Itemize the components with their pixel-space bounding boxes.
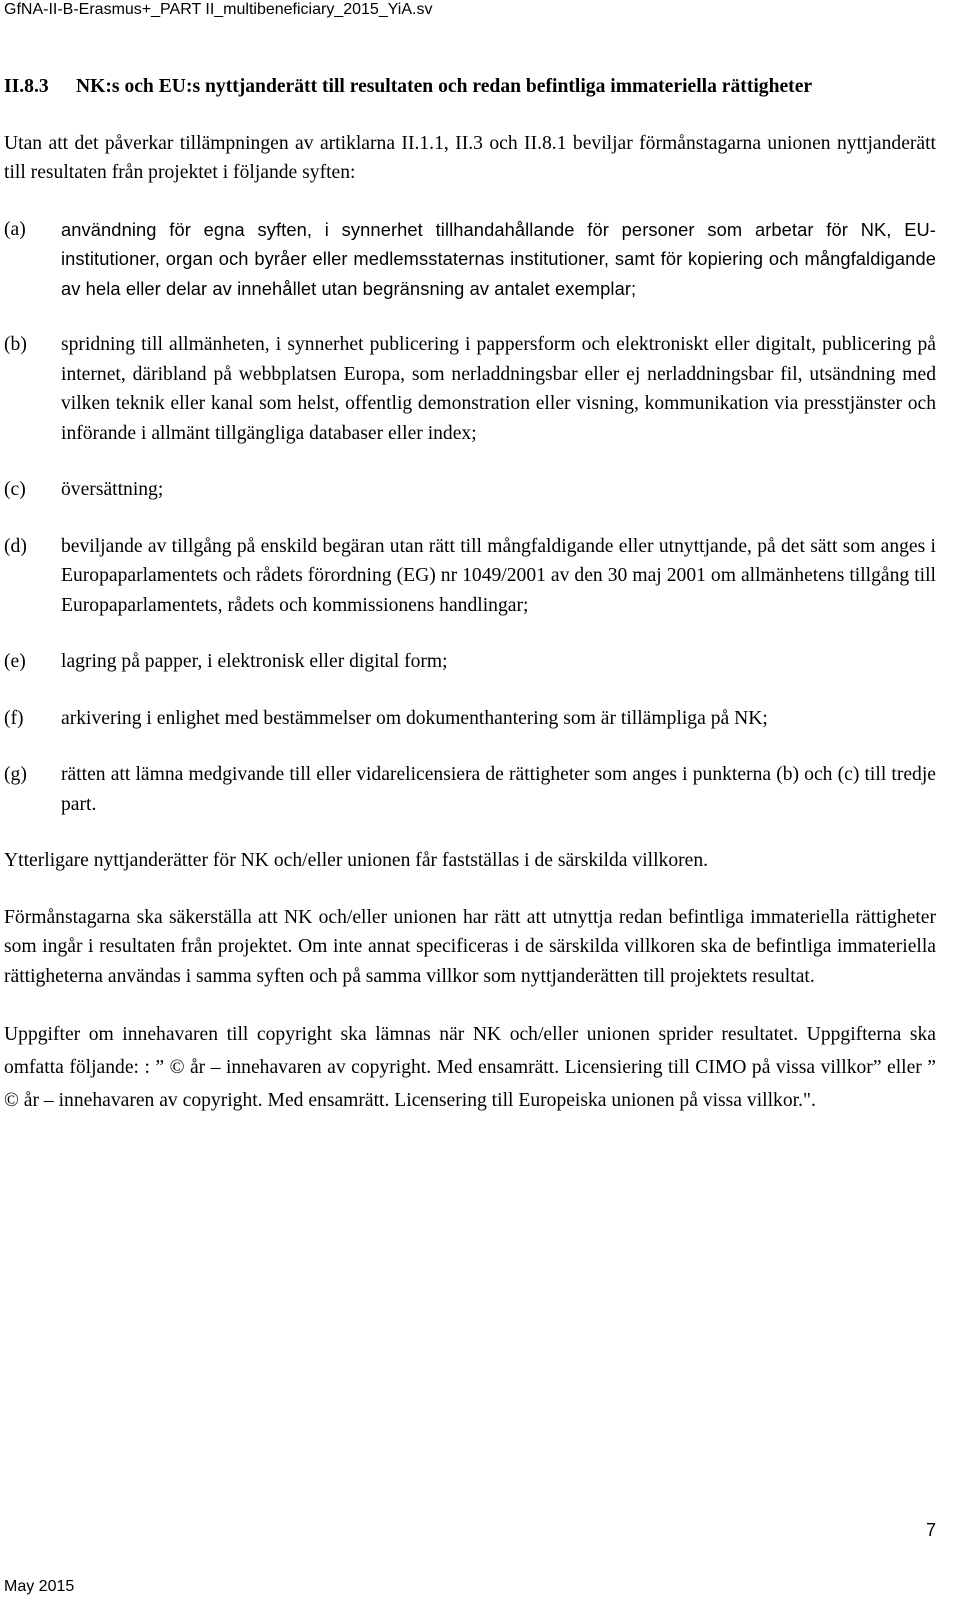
copyright-notice-paragraph: Uppgifter om innehavaren till copyright ska lämnas när NK och/eller unionen sprider resultatet. Uppgifterna ska omfatta följande: : ” © år – innehavaren av copyright. Med ensamrätt. Licensiering till CIMO på vissa villkor” eller ” © år – innehavaren av copyright. Med ensamrätt. Licensering till Europeiska unionen på vissa villkor.". — [4, 1024, 936, 1111]
list-item-label: (b) — [4, 334, 27, 355]
list-item-label: (f) — [4, 707, 24, 729]
list-item — [4, 475, 936, 505]
list-item — [4, 647, 936, 677]
list-item-label: (e) — [4, 651, 26, 672]
list-item — [4, 760, 936, 819]
list-item — [4, 704, 936, 734]
list-item-text: användning för egna syften, i synnerhet tillhandahållande för personer som arbetar för NK, EU-institutioner, organ och byråer eller medlemsstaternas institutioner, samt för kopiering och mångfaldigande av hela eller delar av innehållet utan begränsning av antalet exemplar; — [61, 218, 936, 299]
document-body — [4, 72, 936, 1144]
page-number: 7 — [925, 1520, 936, 1540]
additional-rights-paragraph: Ytterligare nyttjanderätter för NK och/eller unionen får fastställas i de särskilda villkoren. — [4, 850, 709, 871]
list-item-text: spridning till allmänheten, i synnerhet publicering i pappersform och elektroniskt eller digitalt, publicering på internet, däribland på webbplatsen Europa, som nerladdningsbar eller ej nerladdningsbar fil, utsändning med vilken teknik eller kanal som helst, offentlig demonstration eller visning, kommunikation via presstjänster och införande i allmänt tillgängliga databaser eller index; — [61, 334, 936, 444]
list-item-text: beviljande av tillgång på enskild begäran utan rätt till mångfaldigande eller utnyttjande, på det sätt som anges i Europaparlamentets och rådets förordning (EG) nr 1049/2001 av den 30 maj 2001 om allmänhetens tillgång till Europaparlamentets, rådets och kommissionens handlingar; — [61, 535, 936, 616]
list-item-label: (g) — [4, 764, 27, 785]
list-item-label: (a) — [4, 218, 26, 240]
footer-date: May 2015 — [4, 1578, 75, 1595]
list-item — [4, 215, 936, 304]
document-header-filename: GfNA-II-B-Erasmus+_PART II_multibeneficiary_2015_YiA.sv — [4, 1, 433, 18]
list-item-text: översättning; — [61, 479, 164, 500]
preexisting-rights-paragraph: Förmånstagarna ska säkerställa att NK och/eller unionen har rätt att utnyttja redan befintliga immateriella rättigheter som ingår i resultaten från projektet. Om inte annat specificeras i de särskilda villkoren ska de befintliga immateriella rättigheterna användas i samma syften och på samma villkor som nyttjanderätten till projektets resultat. — [4, 906, 936, 987]
intro-paragraph: Utan att det påverkar tillämpningen av artiklarna II.1.1, II.3 och II.8.1 beviljar förmånstagarna unionen nyttjanderätt till resultaten från projektet i följande syften: — [4, 132, 936, 183]
list-item-text: rätten att lämna medgivande till eller vidarelicensiera de rättigheter som anges i punkterna (b) och (c) till tredje part. — [61, 764, 936, 815]
list-item — [4, 532, 936, 621]
list-item-text: lagring på papper, i elektronisk eller digital form; — [61, 651, 448, 672]
list-item-label: (d) — [4, 535, 27, 557]
section-number: II.8.3 — [4, 76, 49, 97]
list-item-text: arkivering i enlighet med bestämmelser om dokumenthantering som är tillämpliga på NK; — [61, 707, 768, 729]
section-title: NK:s och EU:s nyttjanderätt till resultaten och redan befintliga immateriella rättigheter — [76, 76, 813, 97]
list-item — [4, 330, 936, 448]
list-item-label: (c) — [4, 479, 26, 500]
section-heading — [4, 72, 936, 102]
